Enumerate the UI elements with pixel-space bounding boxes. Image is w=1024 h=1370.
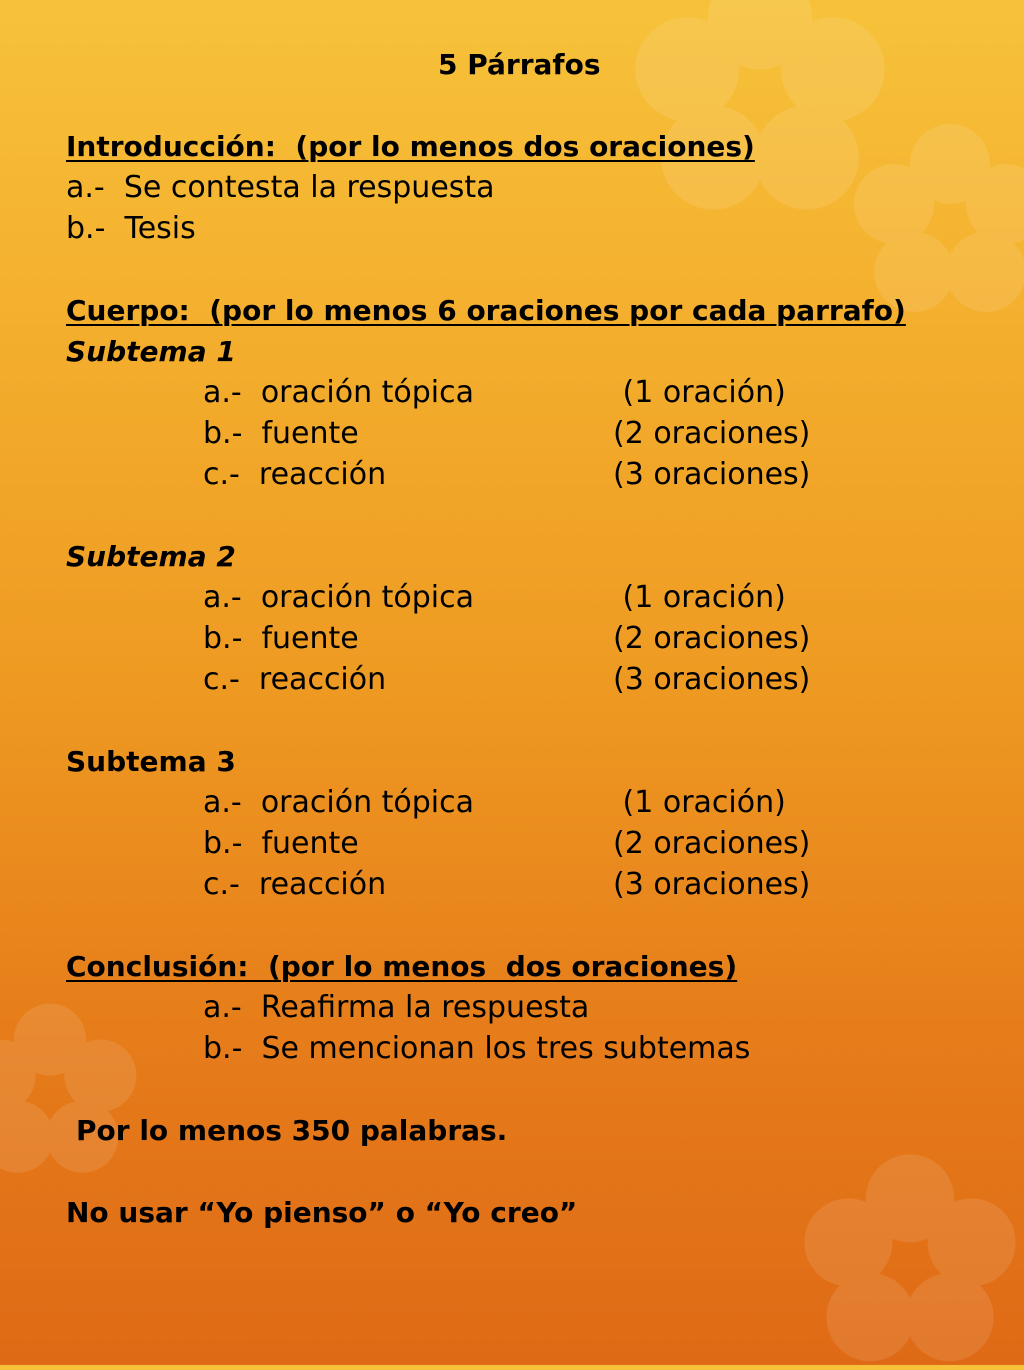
subtopic-item xyxy=(203,620,810,658)
item-label: a.- oración tópica xyxy=(203,580,474,615)
subtopic-title: Subtema 1 xyxy=(66,335,236,368)
intro-item: b.- Tesis xyxy=(66,211,196,246)
subtopic-item xyxy=(203,825,810,863)
conclusion-item: a.- Reafirma la respuesta xyxy=(203,990,590,1025)
item-label: b.- fuente xyxy=(203,621,359,656)
subtopic-item xyxy=(203,661,810,699)
item-count: (1 oración) xyxy=(613,580,786,615)
item-label: b.- fuente xyxy=(203,826,359,861)
item-count: (3 oraciones) xyxy=(613,662,811,697)
flower-decoration-icon xyxy=(800,1150,1020,1370)
flower-decoration-icon xyxy=(850,120,1024,320)
word-count-note: Por lo menos 350 palabras. xyxy=(76,1114,508,1147)
subtopic-title: Subtema 2 xyxy=(66,540,236,573)
flower-decoration-icon xyxy=(630,0,890,220)
item-count: (2 oraciones) xyxy=(613,416,811,451)
item-label: a.- oración tópica xyxy=(203,375,474,410)
intro-heading: Introducción: (por lo menos dos oraciones) xyxy=(66,130,755,163)
item-count: (1 oración) xyxy=(613,785,786,820)
item-label: c.- reacción xyxy=(203,457,387,492)
flower-decoration-icon xyxy=(0,1000,140,1180)
conclusion-item: b.- Se mencionan los tres subtemas xyxy=(203,1031,751,1066)
intro-item: a.- Se contesta la respuesta xyxy=(66,170,495,205)
page-title: 5 Párrafos xyxy=(438,48,601,81)
item-count: (1 oración) xyxy=(613,375,786,410)
subtopic-item xyxy=(203,456,810,494)
item-label: c.- reacción xyxy=(203,867,387,902)
item-count: (2 oraciones) xyxy=(613,621,811,656)
subtopic-title: Subtema 3 xyxy=(66,745,236,778)
item-label: b.- fuente xyxy=(203,416,359,451)
item-label: c.- reacción xyxy=(203,662,387,697)
subtopic-item xyxy=(203,579,786,617)
item-count: (2 oraciones) xyxy=(613,826,811,861)
item-count: (3 oraciones) xyxy=(613,457,811,492)
subtopic-item xyxy=(203,784,786,822)
body-heading: Cuerpo: (por lo menos 6 oraciones por cada parrafo) xyxy=(66,294,906,327)
subtopic-item xyxy=(203,866,810,904)
subtopic-item xyxy=(203,415,810,453)
subtopic-item xyxy=(203,374,786,412)
item-count: (3 oraciones) xyxy=(613,867,811,902)
item-label: a.- oración tópica xyxy=(203,785,474,820)
conclusion-heading: Conclusión: (por lo menos dos oraciones) xyxy=(66,950,738,983)
avoid-phrases-note: No usar “Yo pienso” o “Yo creo” xyxy=(66,1196,578,1229)
